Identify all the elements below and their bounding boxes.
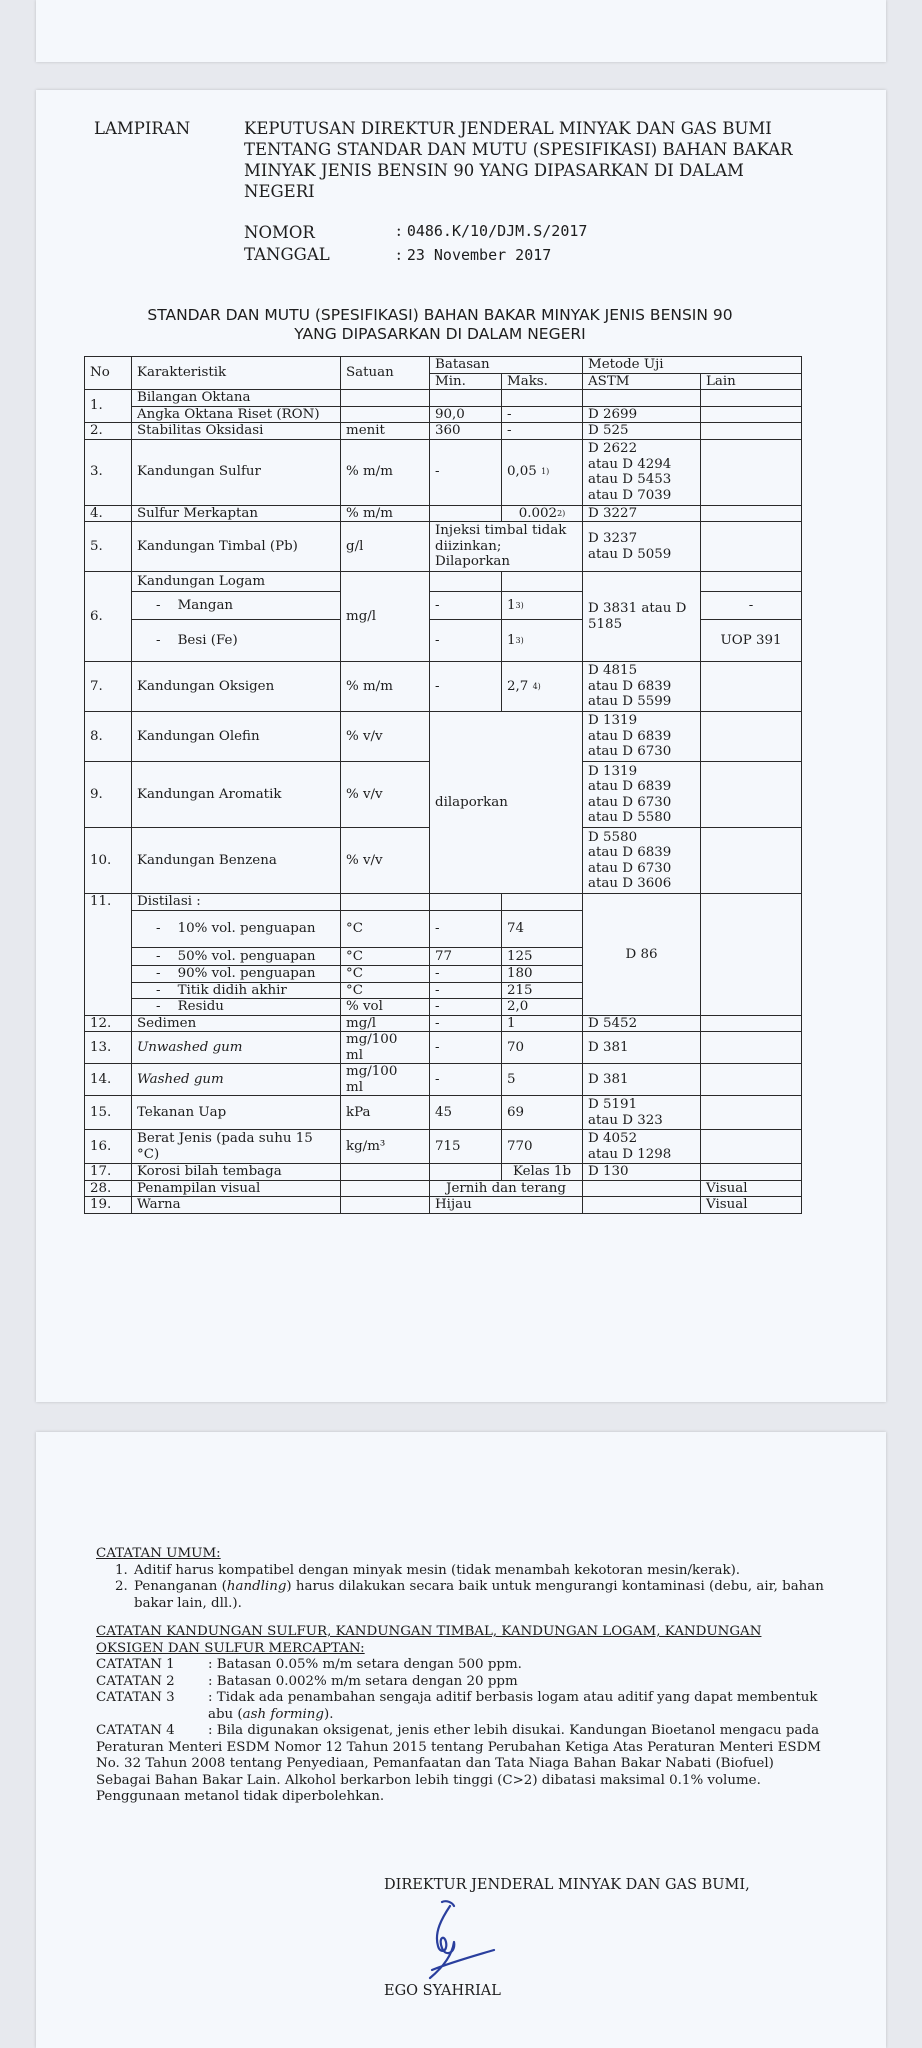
row-maks: 1 bbox=[502, 1015, 583, 1032]
row-lain: - bbox=[701, 592, 802, 620]
handwritten-signature bbox=[412, 1896, 502, 1984]
table-row bbox=[85, 390, 802, 407]
row-astm bbox=[583, 662, 701, 712]
row-lain bbox=[701, 1064, 802, 1096]
row-min: - bbox=[430, 1032, 502, 1064]
row-maks bbox=[502, 439, 583, 505]
row-karakteristik: Bilangan Oktana bbox=[132, 390, 341, 407]
row-satuan bbox=[341, 1180, 430, 1197]
row-karakteristik bbox=[132, 982, 341, 999]
row-min bbox=[430, 1164, 502, 1181]
row-maks: 70 bbox=[502, 1032, 583, 1064]
row-min: - bbox=[430, 439, 502, 505]
row-lain bbox=[701, 439, 802, 505]
row-karakteristik: Kandungan Benzena bbox=[132, 828, 341, 894]
astm-line: atau D 5453 bbox=[588, 472, 672, 487]
row-karakteristik: Korosi bilah tembaga bbox=[132, 1164, 341, 1181]
header-astm: ASTM bbox=[583, 373, 701, 390]
row-min: - bbox=[430, 999, 502, 1016]
note-label: CATATAN 1 bbox=[96, 1657, 175, 1672]
row-astm: D 381 bbox=[583, 1064, 701, 1096]
note-row bbox=[96, 1723, 826, 1806]
row-astm bbox=[583, 1130, 701, 1164]
row-min: - bbox=[430, 911, 502, 948]
row-min bbox=[430, 572, 502, 592]
row-astm: D 3227 bbox=[583, 505, 701, 522]
row-lain bbox=[701, 522, 802, 572]
table-row bbox=[85, 522, 802, 572]
row-batasan: Jernih dan terang bbox=[430, 1180, 583, 1197]
row-karakteristik: Sulfur Merkaptan bbox=[132, 505, 341, 522]
row-min: - bbox=[430, 982, 502, 999]
row-no: 9. bbox=[85, 762, 132, 828]
row-astm bbox=[583, 828, 701, 894]
signatory-name: EGO SYAHRIAL bbox=[384, 1983, 501, 1999]
maks-value: 1 bbox=[507, 597, 516, 613]
row-astm bbox=[583, 1096, 701, 1130]
table-row bbox=[85, 406, 802, 423]
nomor-value bbox=[396, 220, 587, 242]
header-karakteristik: Karakteristik bbox=[132, 357, 341, 390]
row-no: 17. bbox=[85, 1164, 132, 1181]
astm-line: atau D 6730 bbox=[588, 794, 672, 810]
row-lain bbox=[701, 572, 802, 592]
row-min bbox=[430, 894, 502, 911]
row-lain bbox=[701, 1164, 802, 1181]
row-karakteristik: Kandungan Olefin bbox=[132, 712, 341, 762]
row-satuan: g/l bbox=[341, 522, 430, 572]
row-astm bbox=[583, 390, 701, 407]
batasan-line: Injeksi timbal tidak bbox=[435, 523, 567, 539]
row-astm bbox=[583, 712, 701, 762]
row-karakteristik bbox=[132, 999, 341, 1016]
row-satuan: °C bbox=[341, 948, 430, 966]
note-label: CATATAN 3 bbox=[96, 1690, 175, 1705]
row-maks bbox=[502, 572, 583, 592]
row-satuan: % v/v bbox=[341, 828, 430, 894]
table-row bbox=[85, 1180, 802, 1197]
astm-line: atau D 3606 bbox=[588, 876, 672, 891]
note-text: Penanganan ( bbox=[134, 1579, 227, 1594]
row-karakteristik: Penampilan visual bbox=[132, 1180, 341, 1197]
satuan-line: ml bbox=[346, 1079, 363, 1095]
general-notes-list bbox=[96, 1563, 826, 1613]
note-row bbox=[96, 1674, 826, 1691]
row-karakteristik: Warna bbox=[132, 1197, 341, 1214]
row-maks: Kelas 1b bbox=[502, 1164, 583, 1181]
row-min bbox=[430, 390, 502, 407]
colon: : bbox=[396, 221, 402, 240]
lampiran-label: LAMPIRAN bbox=[94, 119, 191, 138]
row-min: - bbox=[430, 662, 502, 712]
table-row bbox=[85, 1164, 802, 1181]
row-no: 15. bbox=[85, 1096, 132, 1130]
row-maks bbox=[502, 505, 583, 522]
table-row bbox=[85, 1064, 802, 1096]
note-text bbox=[204, 1690, 826, 1723]
row-karakteristik: Angka Oktana Riset (RON) bbox=[132, 406, 341, 423]
row-no: 2. bbox=[85, 423, 132, 440]
row-astm: D 381 bbox=[583, 1032, 701, 1064]
karakteristik-line: °C) bbox=[137, 1146, 160, 1162]
astm-line: atau D 6839 bbox=[588, 678, 672, 694]
row-maks bbox=[502, 390, 583, 407]
header-lain: Lain bbox=[701, 373, 802, 390]
colon: : bbox=[396, 245, 402, 264]
row-no: 1. bbox=[85, 390, 132, 423]
row-karakteristik: Kandungan Logam bbox=[132, 572, 341, 592]
row-satuan: menit bbox=[341, 423, 430, 440]
row-satuan: °C bbox=[341, 911, 430, 948]
note-text: : Bila digunakan oksigenat, jenis ether lebih disukai. Kandungan Bioetanol mengacu pada Peraturan Menteri ESDM Nomor 12 Tahun 2015 tentang Perubahan Ketiga Atas Peraturan Menteri ESDM No. 32 Tahun 2008 tentang Penyediaan, Pemanfaatan dan Tata Niaga Bahan Bakar Nabati (Biofuel) Sebagai Bahan Bakar Lain. Alkohol berkarbon lebih tinggi (C>2) dibatasi maksimal 0.1% volume. Penggunaan metanol tidak diperbolehkan. bbox=[96, 1723, 821, 1804]
row-astm: D 2699 bbox=[583, 406, 701, 423]
row-lain bbox=[701, 390, 802, 407]
astm-line: atau D 6730 bbox=[588, 744, 672, 760]
row-lain bbox=[701, 828, 802, 894]
row-min: 77 bbox=[430, 948, 502, 966]
sub-item-label: 90% vol. penguapan bbox=[177, 966, 316, 981]
row-batasan: dilaporkan bbox=[430, 712, 583, 894]
header-no: No bbox=[85, 357, 132, 390]
dash: - bbox=[156, 966, 161, 981]
row-satuan: % v/v bbox=[341, 762, 430, 828]
note-text-part: ). bbox=[324, 1706, 334, 1722]
list-item bbox=[132, 1579, 826, 1612]
table-row bbox=[85, 423, 802, 440]
note-row bbox=[96, 1690, 826, 1723]
row-min: - bbox=[430, 966, 502, 983]
row-lain: Visual bbox=[701, 1197, 802, 1214]
row-astm bbox=[583, 522, 701, 572]
row-no: 16. bbox=[85, 1130, 132, 1164]
row-min bbox=[430, 505, 502, 522]
document-title bbox=[84, 306, 796, 344]
row-maks: 215 bbox=[502, 982, 583, 999]
row-karakteristik bbox=[132, 592, 341, 620]
decree-heading-line: KEPUTUSAN DIREKTUR JENDERAL MINYAK DAN GAS BUMI bbox=[244, 119, 772, 138]
maks-value: 1 bbox=[507, 632, 516, 648]
row-maks: 69 bbox=[502, 1096, 583, 1130]
note-text: : Batasan 0.05% m/m setara dengan 500 ppm. bbox=[208, 1657, 522, 1672]
row-maks bbox=[502, 620, 583, 662]
satuan-line: ml bbox=[346, 1047, 363, 1063]
note-term: handling bbox=[226, 1579, 287, 1594]
row-min: - bbox=[430, 592, 502, 620]
sub-item-label: Residu bbox=[177, 999, 224, 1014]
row-satuan: kPa bbox=[341, 1096, 430, 1130]
satuan-line: mg/100 bbox=[346, 1032, 398, 1047]
row-no: 28. bbox=[85, 1180, 132, 1197]
header-min: Min. bbox=[430, 373, 502, 390]
footnote-ref: 1) bbox=[541, 467, 550, 477]
row-satuan bbox=[341, 406, 430, 423]
table-row bbox=[85, 1197, 802, 1214]
batasan-line: Dilaporkan bbox=[435, 554, 511, 570]
astm-line: D 4815 bbox=[588, 663, 638, 679]
document-title-line: STANDAR DAN MUTU (SPESIFIKASI) BAHAN BAKAR MINYAK JENIS BENSIN 90 bbox=[147, 306, 733, 324]
row-astm bbox=[583, 1197, 701, 1214]
row-karakteristik: Kandungan Aromatik bbox=[132, 762, 341, 828]
row-lain bbox=[701, 423, 802, 440]
row-batasan: Hijau bbox=[430, 1197, 583, 1214]
row-karakteristik: Tekanan Uap bbox=[132, 1096, 341, 1130]
astm-line: D 2622 bbox=[588, 441, 638, 456]
row-min: 90,0 bbox=[430, 406, 502, 423]
astm-line: atau D 6839 bbox=[588, 845, 672, 860]
astm-line: atau D 7039 bbox=[588, 487, 672, 503]
list-item: 1. Aditif harus kompatibel dengan minyak mesin (tidak menambah kekotoran mesin/kerak). bbox=[132, 1563, 826, 1580]
table-row bbox=[85, 1130, 802, 1164]
row-no: 3. bbox=[85, 439, 132, 505]
maks-value: 0.002 bbox=[518, 505, 558, 521]
maks-value: 0,05 bbox=[507, 464, 537, 480]
row-no: 19. bbox=[85, 1197, 132, 1214]
row-satuan: mg/l bbox=[341, 1015, 430, 1032]
row-satuan: kg/m³ bbox=[341, 1130, 430, 1164]
row-karakteristik: Unwashed gum bbox=[132, 1032, 341, 1064]
dash: - bbox=[156, 999, 161, 1014]
decree-heading-line: MINYAK JENIS BENSIN 90 YANG DIPASARKAN DI DALAM bbox=[244, 161, 744, 180]
row-karakteristik: Washed gum bbox=[132, 1064, 341, 1096]
content-notes-title: CATATAN KANDUNGAN SULFUR, KANDUNGAN TIMBAL, KANDUNGAN LOGAM, KANDUNGAN OKSIGEN DAN SULFUR MERCAPTAN: bbox=[96, 1624, 762, 1656]
row-maks: - bbox=[502, 423, 583, 440]
row-maks: 5 bbox=[502, 1064, 583, 1096]
row-lain: UOP 391 bbox=[701, 620, 802, 662]
decree-heading bbox=[244, 118, 804, 202]
astm-line: D 3831 atau D bbox=[588, 601, 687, 616]
row-karakteristik: Sedimen bbox=[132, 1015, 341, 1032]
row-satuan: % vol bbox=[341, 999, 430, 1016]
astm-line: atau D 4294 bbox=[588, 456, 672, 472]
row-karakteristik bbox=[132, 620, 341, 662]
tanggal-value bbox=[396, 244, 551, 266]
row-satuan: °C bbox=[341, 982, 430, 999]
signatory-title: DIREKTUR JENDERAL MINYAK DAN GAS BUMI, bbox=[384, 1877, 750, 1893]
row-no: 7. bbox=[85, 662, 132, 712]
footnote-ref: 3) bbox=[515, 635, 524, 645]
note-term: ash forming bbox=[242, 1706, 325, 1722]
row-min: - bbox=[430, 1064, 502, 1096]
row-karakteristik: Distilasi : bbox=[132, 894, 341, 911]
astm-line: D 4052 bbox=[588, 1131, 638, 1146]
row-karakteristik: Kandungan Oksigen bbox=[132, 662, 341, 712]
row-no: 5. bbox=[85, 522, 132, 572]
note-label: CATATAN 4 bbox=[96, 1723, 175, 1738]
astm-line: atau D 1298 bbox=[588, 1146, 672, 1162]
row-satuan: % v/v bbox=[341, 712, 430, 762]
row-astm: D 5452 bbox=[583, 1015, 701, 1032]
astm-line: atau D 6839 bbox=[588, 779, 672, 794]
row-satuan bbox=[341, 1064, 430, 1096]
row-batasan bbox=[430, 522, 583, 572]
maks-value: 2,7 bbox=[507, 678, 529, 694]
row-min: 360 bbox=[430, 423, 502, 440]
row-no: 6. bbox=[85, 572, 132, 662]
dash: - bbox=[156, 632, 161, 648]
karakteristik-line: Berat Jenis (pada suhu 15 bbox=[137, 1131, 313, 1146]
row-karakteristik bbox=[132, 1130, 341, 1164]
row-maks bbox=[502, 894, 583, 911]
dash: - bbox=[156, 597, 161, 613]
row-maks: 180 bbox=[502, 966, 583, 983]
nomor-number: 0486.K/10/DJM.S/2017 bbox=[406, 222, 588, 240]
astm-line: 5185 bbox=[588, 616, 623, 632]
table-row bbox=[85, 1096, 802, 1130]
row-maks: 125 bbox=[502, 948, 583, 966]
sub-item-label: Titik didih akhir bbox=[177, 982, 287, 998]
notes-section bbox=[96, 1546, 826, 1806]
table-row bbox=[85, 572, 802, 592]
astm-line: D 1319 bbox=[588, 713, 638, 729]
sub-item-label: 50% vol. penguapan bbox=[177, 948, 316, 964]
row-maks: - bbox=[502, 406, 583, 423]
row-astm: D 130 bbox=[583, 1164, 701, 1181]
row-lain bbox=[701, 505, 802, 522]
row-karakteristik bbox=[132, 911, 341, 948]
astm-line: atau D 5599 bbox=[588, 694, 672, 710]
row-satuan: % m/m bbox=[341, 505, 430, 522]
row-min: - bbox=[430, 620, 502, 662]
row-lain bbox=[701, 662, 802, 712]
astm-line: atau D 323 bbox=[588, 1112, 663, 1128]
row-maks: 74 bbox=[502, 911, 583, 948]
note-text: : Batasan 0.002% m/m setara dengan 20 ppm bbox=[208, 1673, 518, 1689]
dash: - bbox=[156, 948, 161, 964]
tanggal-date: 23 November 2017 bbox=[406, 246, 552, 264]
astm-line: D 5580 bbox=[588, 829, 638, 845]
row-lain bbox=[701, 762, 802, 828]
header-maks: Maks. bbox=[502, 373, 583, 390]
row-satuan: mg/l bbox=[341, 572, 430, 662]
row-karakteristik bbox=[132, 966, 341, 983]
row-lain: Visual bbox=[701, 1180, 802, 1197]
specification-table bbox=[84, 356, 802, 1214]
footnote-ref: 4) bbox=[532, 681, 541, 691]
row-lain bbox=[701, 894, 802, 1016]
row-lain bbox=[701, 1015, 802, 1032]
decree-heading-line: TENTANG STANDAR DAN MUTU (SPESIFIKASI) BAHAN BAKAR bbox=[244, 140, 793, 159]
row-lain bbox=[701, 406, 802, 423]
row-no: 12. bbox=[85, 1015, 132, 1032]
row-satuan: °C bbox=[341, 966, 430, 983]
decree-heading-line: NEGERI bbox=[244, 182, 315, 201]
row-astm bbox=[583, 572, 701, 662]
note-row bbox=[96, 1657, 826, 1674]
dash: - bbox=[156, 921, 161, 937]
note-text: ) harus dilakukan secara baik untuk mengurangi kontaminasi (debu, air, bahan bakar lain, dll.). bbox=[134, 1579, 824, 1611]
table-row bbox=[85, 894, 802, 911]
row-astm bbox=[583, 1180, 701, 1197]
row-satuan bbox=[341, 1032, 430, 1064]
table-row bbox=[85, 505, 802, 522]
header-satuan: Satuan bbox=[341, 357, 430, 390]
astm-line: atau D 5059 bbox=[588, 546, 672, 562]
row-karakteristik bbox=[132, 948, 341, 966]
footnote-ref: 2) bbox=[557, 508, 566, 518]
row-satuan: % m/m bbox=[341, 662, 430, 712]
header-batasan: Batasan bbox=[430, 357, 583, 374]
astm-line: atau D 5580 bbox=[588, 810, 672, 825]
row-lain bbox=[701, 1032, 802, 1064]
row-maks bbox=[502, 662, 583, 712]
table-row bbox=[85, 1032, 802, 1064]
sub-item-label: 10% vol. penguapan bbox=[177, 921, 316, 937]
note-text-part: : Tidak ada penambahan sengaja aditif berbasis logam atau aditif yang dapat membentuk abu ( bbox=[208, 1690, 818, 1722]
row-astm bbox=[583, 439, 701, 505]
header-metode-uji: Metode Uji bbox=[583, 357, 802, 374]
row-min: 45 bbox=[430, 1096, 502, 1130]
astm-line: D 1319 bbox=[588, 763, 638, 779]
row-satuan bbox=[341, 1164, 430, 1181]
row-maks bbox=[502, 592, 583, 620]
footnote-ref: 3) bbox=[515, 600, 524, 610]
table-row bbox=[85, 662, 802, 712]
row-karakteristik: Kandungan Timbal (Pb) bbox=[132, 522, 341, 572]
nomor-label: NOMOR bbox=[244, 223, 315, 242]
row-lain bbox=[701, 712, 802, 762]
satuan-line: mg/100 bbox=[346, 1064, 398, 1079]
row-no: 14. bbox=[85, 1064, 132, 1096]
dash: - bbox=[156, 982, 161, 998]
tanggal-label: TANGGAL bbox=[244, 245, 330, 264]
row-no: 10. bbox=[85, 828, 132, 894]
row-no: 8. bbox=[85, 712, 132, 762]
table-row bbox=[85, 712, 802, 762]
row-maks: 770 bbox=[502, 1130, 583, 1164]
row-astm bbox=[583, 762, 701, 828]
row-astm: D 86 bbox=[583, 894, 701, 1016]
sub-item-label: Besi (Fe) bbox=[177, 632, 238, 648]
row-lain bbox=[701, 1096, 802, 1130]
row-satuan bbox=[341, 1197, 430, 1214]
row-min: 715 bbox=[430, 1130, 502, 1164]
astm-line: atau D 6730 bbox=[588, 860, 672, 876]
row-karakteristik: Kandungan Sulfur bbox=[132, 439, 341, 505]
row-no: 4. bbox=[85, 505, 132, 522]
astm-line: atau D 6839 bbox=[588, 728, 672, 744]
row-astm: D 525 bbox=[583, 423, 701, 440]
sub-item-label: Mangan bbox=[177, 597, 234, 613]
astm-line: D 3237 bbox=[588, 531, 638, 546]
row-no: 11. bbox=[85, 894, 132, 1016]
row-satuan bbox=[341, 390, 430, 407]
astm-line: D 5191 bbox=[588, 1097, 638, 1112]
table-row bbox=[85, 1015, 802, 1032]
row-satuan: % m/m bbox=[341, 439, 430, 505]
row-maks: 2,0 bbox=[502, 999, 583, 1016]
row-karakteristik: Stabilitas Oksidasi bbox=[132, 423, 341, 440]
row-no: 13. bbox=[85, 1032, 132, 1064]
row-satuan bbox=[341, 894, 430, 911]
general-notes-title: CATATAN UMUM: bbox=[96, 1546, 221, 1561]
row-lain bbox=[701, 1130, 802, 1164]
note-label: CATATAN 2 bbox=[96, 1673, 175, 1689]
batasan-line: diizinkan; bbox=[435, 538, 502, 554]
previous-page-sheet bbox=[36, 0, 886, 62]
table-row bbox=[85, 439, 802, 505]
row-min: - bbox=[430, 1015, 502, 1032]
document-title-line: YANG DIPASARKAN DI DALAM NEGERI bbox=[294, 325, 586, 343]
